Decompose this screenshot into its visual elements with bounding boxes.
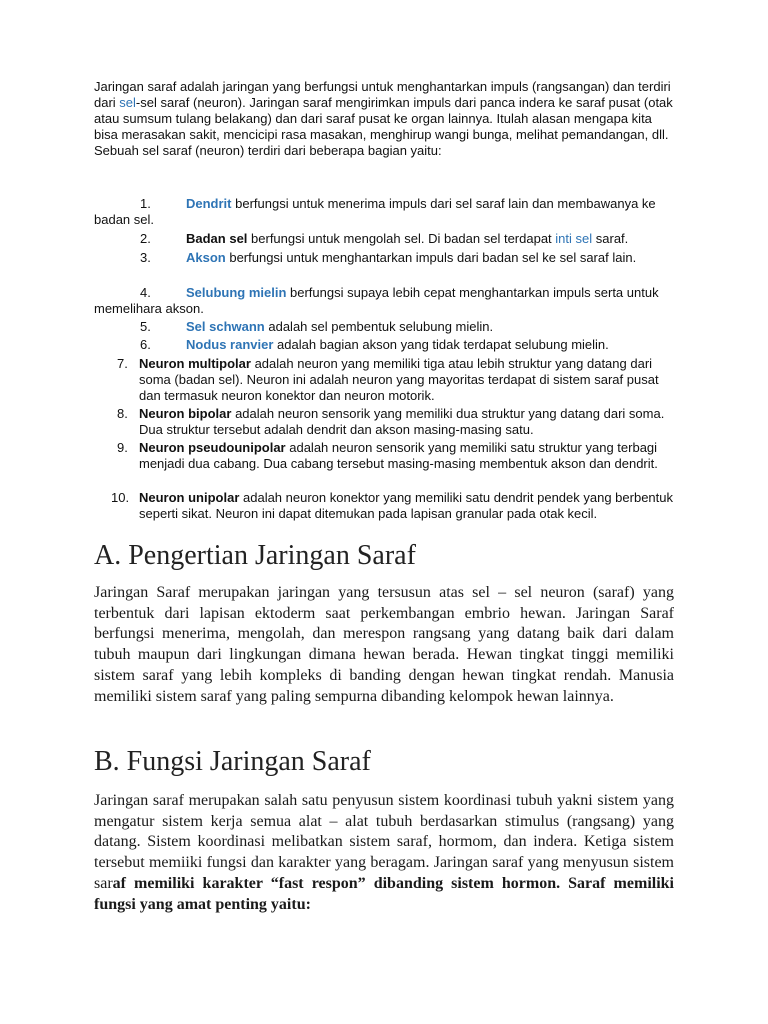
list-number: 2. [140,231,151,246]
paragraph-text: Jaringan saraf merupakan salah satu penyusun sistem koordinasi tubuh yakni sistem yang mengatur sistem kerja semua alat – alat tubuh berdasarkan stimulus (rangsang) yang datang. Sistem koordinasi melibatkan sistem saraf, hormom, dan indera. Ketiga sistem tersebut memiiki fungsi dan karakter yang beragam. Jaringan saraf yang menyusun sistem sar [94,792,674,892]
list-text: adalah neuron sensorik yang memiliki satu struktur yang terbagi menjadi dua cabang. Dua cabang tersebut masing-masing membentuk akson dan dendrit. [139,440,658,471]
term-neuron-multipolar: Neuron multipolar [139,356,251,371]
list-number: 9. [117,440,128,455]
list-text: berfungsi supaya lebih cepat menghantarkan impuls serta untuk memelihara akson. [94,285,659,316]
heading-section-a: A. Pengertian Jaringan Saraf [94,540,416,571]
list-number: 7. [117,356,128,371]
list-number: 4. [140,285,151,300]
list-number: 10. [111,490,130,505]
list-item [94,250,684,266]
list-number: 6. [140,337,151,352]
intro-paragraph [94,79,674,159]
paragraph-text-bold: af memiliki karakter “fast respon” dibanding sistem hormon. Saraf memiliki fungsi yang amat penting yaitu: [94,874,674,913]
term-nodus-ranvier[interactable]: Nodus ranvier [186,337,274,352]
list-number: 5. [140,319,151,334]
list-item [117,356,677,404]
link-sel[interactable]: sel [119,95,136,110]
heading-section-b: B. Fungsi Jaringan Saraf [94,746,371,777]
list-item [94,231,684,247]
list-text: adalah bagian akson yang tidak terdapat selubung mielin. [273,337,609,352]
term-neuron-pseudounipolar: Neuron pseudounipolar [139,440,286,455]
list-item [94,285,684,317]
list-text: adalah neuron konektor yang memiliki satu dendrit pendek yang berbentuk seperti sikat. Neuron ini dapat ditemukan pada lapisan granular pada otak kecil. [139,490,673,521]
list-item [94,196,684,228]
list-text: berfungsi untuk mengolah sel. Di badan sel terdapat [247,231,556,246]
list-item [111,490,677,522]
term-selubung-mielin[interactable]: Selubung mielin [186,285,287,300]
term-neuron-unipolar: Neuron unipolar [139,490,240,505]
paragraph-section-b [94,791,674,915]
term-badan-sel: Badan sel [186,231,248,246]
list-text: adalah sel pembentuk selubung mielin. [264,319,494,334]
list-item [117,440,677,472]
link-inti-sel[interactable]: inti sel [555,231,593,246]
list-text-tail: saraf. [592,231,629,246]
list-number: 3. [140,250,151,265]
term-dendrit[interactable]: Dendrit [186,196,232,211]
term-akson[interactable]: Akson [186,250,226,265]
list-item [94,319,684,335]
list-number: 1. [140,196,151,211]
list-text: adalah neuron sensorik yang memiliki dua struktur yang datang dari soma. Dua struktur tersebut adalah dendrit dan akson masing-masing satu. [139,406,665,437]
list-text: berfungsi untuk menghantarkan impuls dari badan sel ke sel saraf lain. [225,250,637,265]
term-neuron-bipolar: Neuron bipolar [139,406,232,421]
term-sel-schwann[interactable]: Sel schwann [186,319,265,334]
list-text: adalah neuron yang memiliki tiga atau lebih struktur yang datang dari soma (badan sel). Neuron ini adalah neuron yang mayoritas terdapat di sistem saraf pusat dan termasuk neuron konektor dan neuron motorik. [139,356,659,403]
list-number: 8. [117,406,128,421]
list-item [94,337,684,353]
list-text: berfungsi untuk menerima impuls dari sel saraf lain dan membawanya ke badan sel. [94,196,656,227]
paragraph-section-a: Jaringan Saraf merupakan jaringan yang tersusun atas sel – sel neuron (saraf) yang terbentuk dari lapisan ektoderm saat perkembangan embrio hewan. Jaringan Saraf berfungsi menerima, mengolah, dan merespon rangsang yang datang baik dari dalam tubuh maupun dari lingkungan dimana hewan berada. Hewan tingkat tinggi memiliki sistem saraf yang lebih kompleks di banding dengan hewan tingkat rendah. Manusia memiliki sistem saraf yang paling sempurna dibanding kelompok hewan lainnya. [94,584,674,705]
list-item [117,406,677,438]
intro-text-continued: -sel saraf (neuron). Jaringan saraf mengirimkan impuls dari panca indera ke saraf pusat (otak atau sumsum tulang belakang) dan dari saraf pusat ke organ lainnya. Itulah alasan mengapa kita bisa merasakan sakit, mencicipi rasa masakan, menghirup wangi bunga, melihat pemandangan, dll. Sebuah sel saraf (neuron) terdiri dari beberapa bagian yaitu: [94,95,673,158]
intro-text: Jaringan saraf adalah jaringan yang berfungsi untuk menghantarkan impuls (rangsangan) dan terdiri dari [94,79,671,110]
